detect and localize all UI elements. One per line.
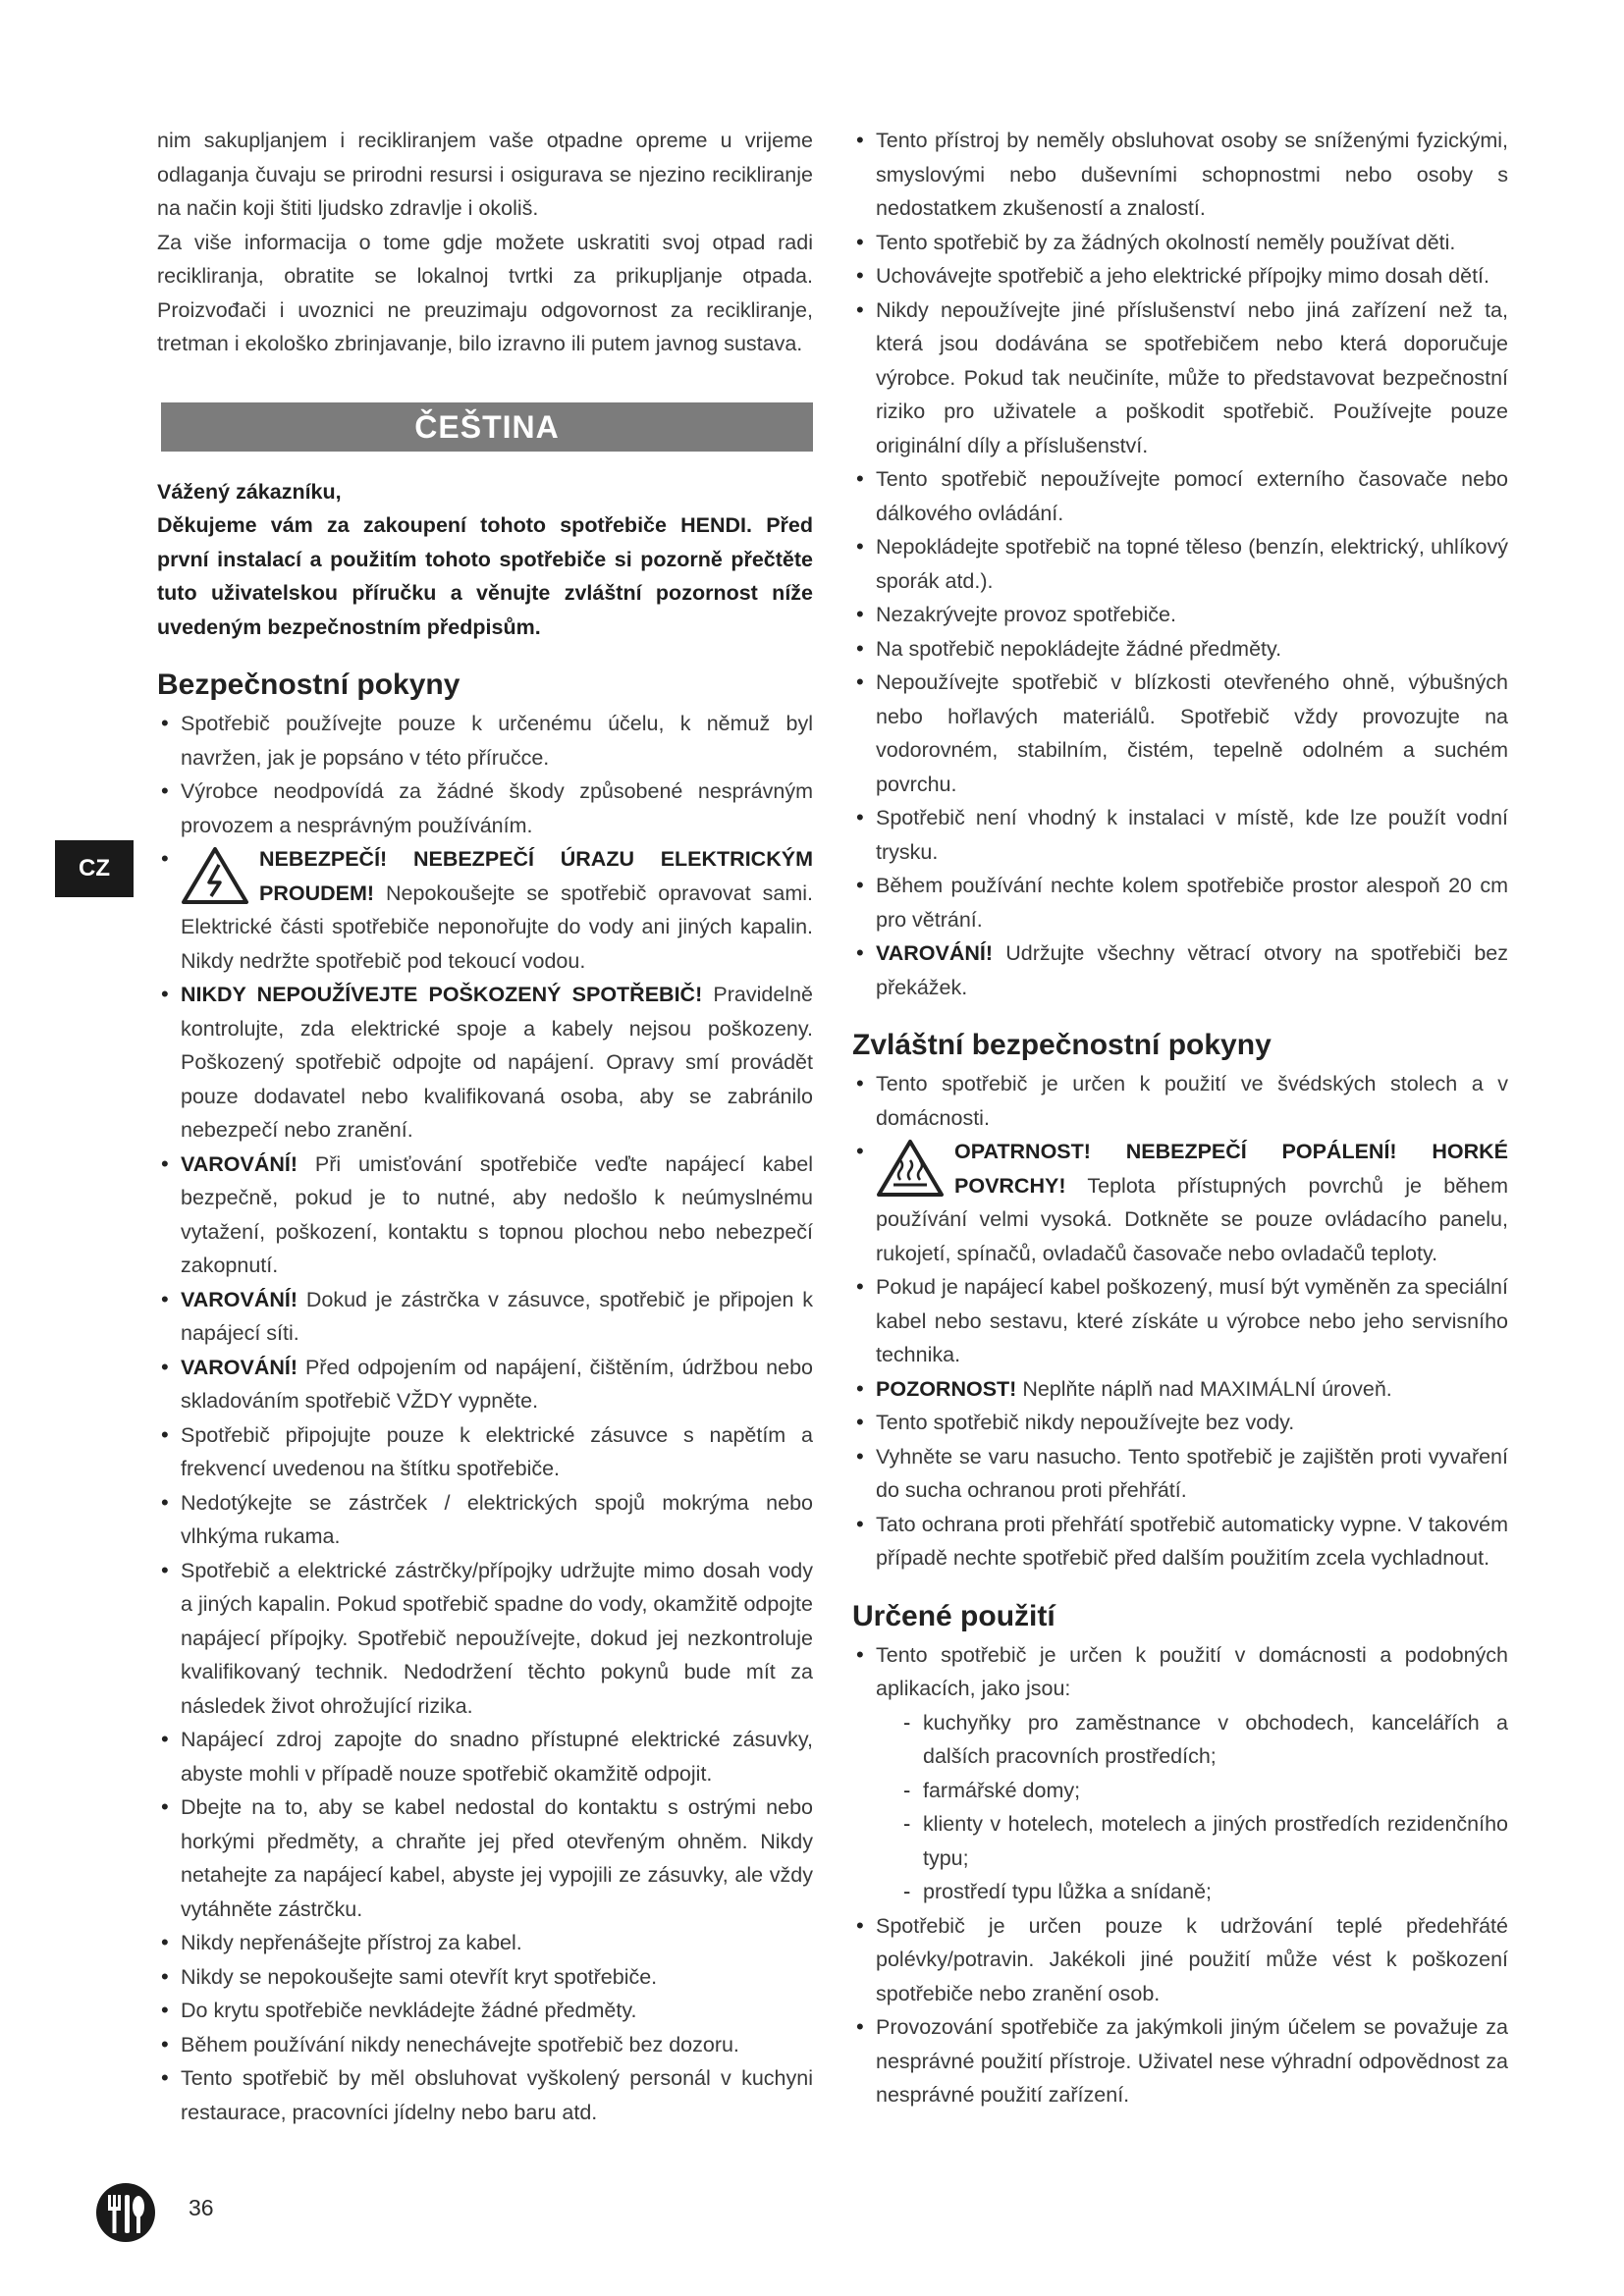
sublist-item: - klienty v hotelech, motelech a jiných prostředích rezidenčního typu; [901, 1807, 1508, 1875]
special-safety-list [852, 1067, 1508, 1575]
list-item [157, 842, 813, 978]
right-column [852, 124, 1508, 2112]
section-title-band: ČEŠTINA [161, 402, 813, 452]
safety-list-continued [852, 124, 1508, 1004]
special-safety-heading: Zvláštní bezpečnostní pokyny [852, 1029, 1272, 1061]
list-item-text: Před odpojením od napájení, čištěním, údržbou nebo skladováním spotřebič VŽDY vypněte. [181, 1355, 813, 1413]
list-item: • Tento přístroj by neměly obsluhovat osoby se sníženými fyzickými, smyslovými nebo duševními schopnostmi nebo osoby s nedostatkem zkušeností a znalostí. [852, 124, 1508, 226]
list-item: • Nepokládejte spotřebič na topné těleso (benzín, elektrický, uhlíkový sporák atd.). [852, 530, 1508, 598]
list-item: • Tento spotřebič by měl obsluhovat vyškolený personál v kuchyni restaurace, pracovníci jídelny nebo baru atd. [157, 2061, 813, 2129]
list-item-lead: VAROVÁNÍ! [181, 1151, 298, 1176]
list-item-lead: VAROVÁNÍ! [181, 1287, 298, 1311]
hot-surface-warning-icon [876, 1139, 945, 1198]
list-item: • Nezakrývejte provoz spotřebiče. [852, 598, 1508, 632]
list-item-text: Tento spotřebič je určen k použití v domácnosti a podobných aplikacích, jako jsou: [876, 1642, 1508, 1700]
list-item: • Dbejte na to, aby se kabel nedostal do kontaktu s ostrými nebo horkými předměty, a chraňte jej před otevřeným ohněm. Nikdy netahejte za napájecí kabel, abyste jej vypojili ze zásuvky, ale vždy vytáhněte zástrčku. [157, 1790, 813, 1926]
list-item: • Spotřebič je určen pouze k udržování teplé předehřáté polévky/potravin. Jakékoli jiné použití může vést k poškození spotřebiče nebo zranění osob. [852, 1909, 1508, 2011]
list-item: • Spotřebič a elektrické zástrčky/přípojky udržujte mimo dosah vody a jiných kapalin. Pokud spotřebič spadne do vody, okamžitě odpojte napájecí přípojky. Spotřebič nepoužívejte, dokud jej nezkontroluje kvalifikovaný technik. Nedodržení těchto pokynů bude mít za následek život ohrožující rizika. [157, 1554, 813, 1724]
list-item: • Napájecí zdroj zapojte do snadno přístupné elektrické zásuvky, abyste mohli v případě nouze spotřebič okamžitě odpojit. [157, 1723, 813, 1790]
list-item-text: Udržujte všechny větrací otvory na spotřebiči bez překážek. [876, 941, 1508, 999]
sublist-item: - kuchyňky pro zaměstnance v obchodech, kancelářích a dalších pracovních prostředích; [901, 1706, 1508, 1774]
list-item: • Tento spotřebič nikdy nepoužívejte bez vody. [852, 1406, 1508, 1440]
list-item: • Tento spotřebič nepoužívejte pomocí externího časovače nebo dálkového ovládání. [852, 462, 1508, 530]
list-item-lead: NEBEZPEČÍ! NEBEZPEČÍ ÚRAZU ELEKTRICKÝM PROUDEM! [259, 847, 813, 905]
intended-use-list [852, 1638, 1508, 2112]
safety-list [157, 707, 813, 2129]
sublist-item: - prostředí typu lůžka a snídaně; [901, 1875, 1508, 1909]
list-item-text: Pravidelně kontrolujte, zda elektrické spoje a kabely nejsou poškozeny. Poškozený spotřebič odpojte od napájení. Opravy smí provádět pouze dodavatel nebo kvalifikovaná osoba, aby se zabránilo nebezpečí nebo zranění. [181, 983, 813, 1142]
list-item: • Vyhněte se varu nasucho. Tento spotřebič je zajištěn proti vyvaření do sucha ochranou proti přehřátí. [852, 1440, 1508, 1508]
list-item [157, 1148, 813, 1283]
list-item: • Tento spotřebič by za žádných okolností neměly používat děti. [852, 226, 1508, 260]
list-item [852, 1135, 1508, 1270]
list-item: • Nedotýkejte se zástrček / elektrických spojů mokrýma nebo vlhkýma rukama. [157, 1486, 813, 1554]
intended-use-sublist [876, 1706, 1508, 1909]
list-item-lead: NIKDY NEPOUŽÍVEJTE POŠKOZENÝ SPOTŘEBIČ! [181, 983, 703, 1006]
list-item: • Nikdy nepřenášejte přístroj za kabel. [157, 1926, 813, 1960]
language-tab: CZ [55, 840, 134, 897]
list-item [157, 978, 813, 1148]
list-item-lead: POZORNOST! [876, 1376, 1017, 1401]
list-item [157, 1351, 813, 1418]
electric-shock-warning-icon [181, 846, 249, 905]
list-item: • Během používání nikdy nenechávejte spotřebič bez dozoru. [157, 2028, 813, 2062]
intro-text: Děkujeme vám za zakoupení tohoto spotřebiče HENDI. Před první instalací a použitím tohoto spotřebiče si pozorně přečtěte tuto uživatelskou příručku a věnujte zvláštní pozornost níže uvedeným bezpečnostním předpisům. [157, 513, 813, 639]
intro-block [157, 475, 813, 645]
page-number: 36 [189, 2195, 214, 2220]
list-item: • Do krytu spotřebiče nevkládejte žádné předměty. [157, 1994, 813, 2028]
list-item: • Během používání nechte kolem spotřebiče prostor alespoň 20 cm pro větrání. [852, 869, 1508, 936]
intro-salutation: Vážený zákazníku, [157, 479, 342, 504]
list-item: • Provozování spotřebiče za jakýmkoli jiným účelem se považuje za nesprávné použití přístroje. Uživatel nese výhradní odpovědnost za nesprávné použití zařízení. [852, 2010, 1508, 2112]
list-item-text: Při umisťování spotřebiče veďte napájecí kabel bezpečně, pokud je to nutné, aby nedošlo k neúmyslnému vytažení, poškození, kontaktu s topnou plochou nebo nebezpečí zakopnutí. [181, 1151, 813, 1277]
list-item-text: Dokud je zástrčka v zásuvce, spotřebič je připojen k napájecí síti. [181, 1287, 813, 1345]
list-item: • Spotřebič používejte pouze k určenému účelu, k němuž byl navržen, jak je popsáno v této příručce. [157, 707, 813, 774]
list-item-lead: VAROVÁNÍ! [876, 941, 994, 965]
list-item: • Výrobce neodpovídá za žádné škody způsobené nesprávným provozem a nesprávným používáním. [157, 774, 813, 842]
list-item [852, 1638, 1508, 1909]
list-item: • Na spotřebič nepokládejte žádné předměty. [852, 632, 1508, 667]
list-item [157, 1283, 813, 1351]
list-item: • Nikdy nepoužívejte jiné příslušenství nebo jiná zařízení než ta, která jsou dodávána se spotřebičem nebo která doporučuje výrobce. Pokud tak neučiníte, může to představovat bezpečnostní riziko pro uživatele a poškodit spotřebič. Používejte pouze originální díly a příslušenství. [852, 294, 1508, 463]
list-item: • Spotřebič připojujte pouze k elektrické zásuvce s napětím a frekvencí uvedenou na štítku spotřebiče. [157, 1418, 813, 1486]
list-item-lead: VAROVÁNÍ! [181, 1355, 298, 1379]
safety-heading: Bezpečnostní pokyny [157, 668, 460, 701]
list-item: • Pokud je napájecí kabel poškozený, musí být vyměněn za speciální kabel nebo sestavu, které získáte u výrobce nebo jeho servisního technika. [852, 1270, 1508, 1372]
intended-use-heading: Určené použití [852, 1599, 1056, 1632]
hr-paragraph-1: nim sakupljanjem i recikliranjem vaše otpadne opreme u vrijeme odlaganja čuvaju se prirodni resursi i osigurava se njezino recikliranje na način koji štiti ljudsko zdravlje i okoliš. [157, 129, 813, 220]
list-item-text: Nepokoušejte se spotřebič opravovat sami. Elektrické části spotřebiče neponořujte do vody ani jiných kapalin. Nikdy nedržte spotřebič pod tekoucí vodou. [181, 881, 813, 973]
list-item: • Tento spotřebič je určen k použití ve švédských stolech a v domácnosti. [852, 1067, 1508, 1135]
left-column [157, 124, 813, 2129]
sublist-item: - farmářské domy; [901, 1774, 1508, 1808]
list-item: • Tato ochrana proti přehřátí spotřebič automaticky vypne. V takovém případě nechte spotřebič před dalším použitím zcela vychladnout. [852, 1508, 1508, 1575]
list-item-text: Neplňte náplň nad MAXIMÁLNÍ úroveň. [1016, 1376, 1392, 1401]
list-item: • Spotřebič není vhodný k instalaci v místě, kde lze použít vodní trysku. [852, 801, 1508, 869]
list-item [852, 936, 1508, 1004]
cutlery-logo-icon [94, 2181, 157, 2244]
hr-paragraph-2: Za više informacija o tome gdje možete uskratiti svoj otpad radi recikliranja, obratite se lokalnoj tvrtki za prikupljanje otpada. Proizvođači i uvoznici ne preuzimaju odgovornost za recikliranje, tretman i ekološko zbrinjavanje, bilo izravno ili putem javnog sustava. [157, 230, 813, 355]
list-item-lead: OPATRNOST! NEBEZPEČÍ POPÁLENÍ! HORKÉ POVRCHY! [954, 1140, 1508, 1198]
list-item [852, 1372, 1508, 1407]
list-item-text: Teplota přístupných povrchů je během používání velmi vysoká. Dotkněte se pouze ovládacího panelu, rukojetí, spínačů, ovladačů časovače nebo ovladačů teploty. [876, 1173, 1508, 1265]
list-item: • Uchovávejte spotřebič a jeho elektrické přípojky mimo dosah dětí. [852, 259, 1508, 294]
list-item: • Nikdy se nepokoušejte sami otevřít kryt spotřebiče. [157, 1960, 813, 1995]
list-item: • Nepoužívejte spotřebič v blízkosti otevřeného ohně, výbušných nebo hořlavých materiálů. Spotřebič vždy provozujte na vodorovném, stabilním, čistém, tepelně odolném a suchém povrchu. [852, 666, 1508, 801]
